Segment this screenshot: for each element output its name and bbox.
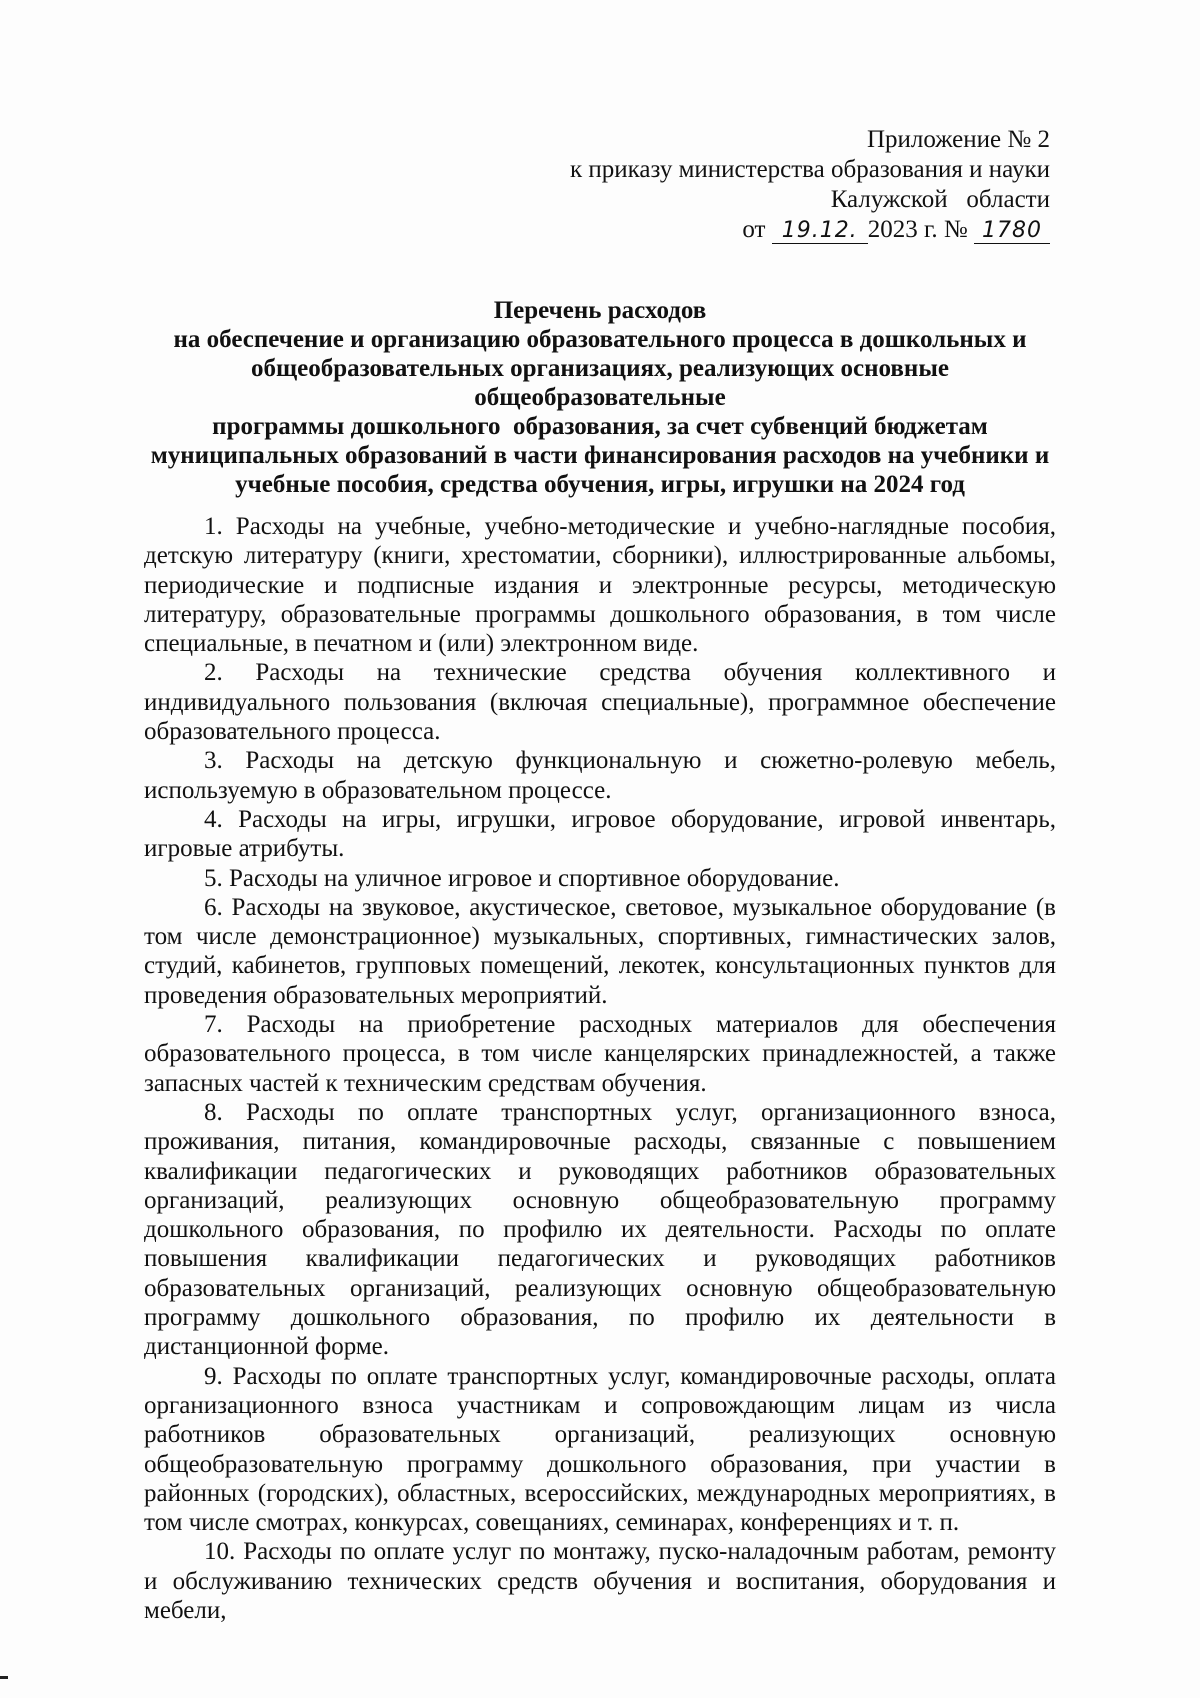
appendix-header bbox=[570, 125, 1050, 245]
order-reference: к приказу министерства образования и науки bbox=[569, 156, 1050, 183]
title-line-5: муниципальных образований в части финансирования расходов на учебники и bbox=[150, 442, 1050, 469]
list-item-4: 4. Расходы на игры, игрушки, игровое оборудование, игровой инвентарь, игровые атрибуты. bbox=[144, 805, 1056, 863]
document-title bbox=[140, 296, 1060, 499]
title-line-3: общеобразовательных организациях, реализующих основные общеобразовательные bbox=[251, 355, 949, 411]
handwritten-order-number: 1780 bbox=[974, 219, 1050, 244]
expense-list bbox=[144, 512, 1056, 1625]
order-date-line bbox=[570, 215, 1050, 245]
list-item-10: 10. Расходы по оплате услуг по монтажу, пуско-наладочным работам, ремонту и обслуживанию технических средств обучения и воспитания, оборудования и мебели, bbox=[144, 1538, 1056, 1624]
list-item-8: 8. Расходы по оплате транспортных услуг, организационного взноса, проживания, питания, командировочные расходы, связанные с повышением квалификации педагогических и руководящих работников образовательных организаций, реализующих основную общеобразовательную программу дошкольного образования, по профилю их деятельности. Расходы по оплате повышения квалификации педагогических и руководящих работников образовательных организаций, реализующих основную общеобразовательную программу дошкольного образования, по профилю их деятельности в дистанционной форме. bbox=[144, 1098, 1056, 1361]
list-item-7: 7. Расходы на приобретение расходных материалов для обеспечения образовательного процесса, в том числе канцелярских принадлежностей, а также запасных частей к техническим средствам обучения. bbox=[144, 1011, 1056, 1097]
list-item-3: 3. Расходы на детскую функциональную и сюжетно-ролевую мебель, используемую в образовательном процессе. bbox=[144, 747, 1056, 804]
region-name: Калужской области bbox=[830, 186, 1050, 213]
date-prefix: от bbox=[742, 216, 766, 243]
list-item-6: 6. Расходы на звуковое, акустическое, световое, музыкальное оборудование (в том числе демонстрационное) музыкальных, спортивных, гимнастических залов, студий, кабинетов, групповых помещений, лекотек, консультационных пунктов для проведения образовательных мероприятий. bbox=[144, 893, 1056, 1009]
list-item-9: 9. Расходы по оплате транспортных услуг, командировочные расходы, оплата организационного взноса участникам и сопровождающим лицам из числа работников образовательных организаций, реализующих основную общеобразовательную программу дошкольного образования, при участии в районных (городских), областных, всероссийских, международных мероприятиях, в том числе смотрах, конкурсах, совещаниях, семинарах, конференциях и т. п. bbox=[144, 1362, 1056, 1537]
list-item-2: 2. Расходы на технические средства обучения коллективного и индивидуального пользования (включая специальные), программное обеспечение образовательного процесса. bbox=[144, 659, 1056, 746]
title-line-2: на обеспечение и организацию образовательного процесса в дошкольных и bbox=[173, 326, 1027, 353]
title-line-6: учебные пособия, средства обучения, игры, игрушки на 2024 год bbox=[235, 471, 965, 498]
scan-edge-mark bbox=[0, 1676, 8, 1679]
year-text: 2023 г. № bbox=[867, 216, 968, 243]
list-item-1: 1. Расходы на учебные, учебно-методические и учебно-наглядные пособия, детскую литературу (книги, хрестоматии, сборники), иллюстрированные альбомы, периодические и подписные издания и электронные ресурсы, методическую литературу, образовательные программы дошкольного образования, в том числе специальные, в печатном и (или) электронном виде. bbox=[144, 513, 1056, 658]
appendix-number: Приложение № 2 bbox=[866, 126, 1050, 153]
list-item-5: 5. Расходы на уличное игровое и спортивное оборудование. bbox=[204, 864, 840, 892]
handwritten-date: 19.12. bbox=[772, 219, 868, 244]
title-line-1: Перечень расходов bbox=[493, 297, 707, 324]
title-line-4: программы дошкольного образования, за счет субвенций бюджетам bbox=[212, 413, 988, 440]
